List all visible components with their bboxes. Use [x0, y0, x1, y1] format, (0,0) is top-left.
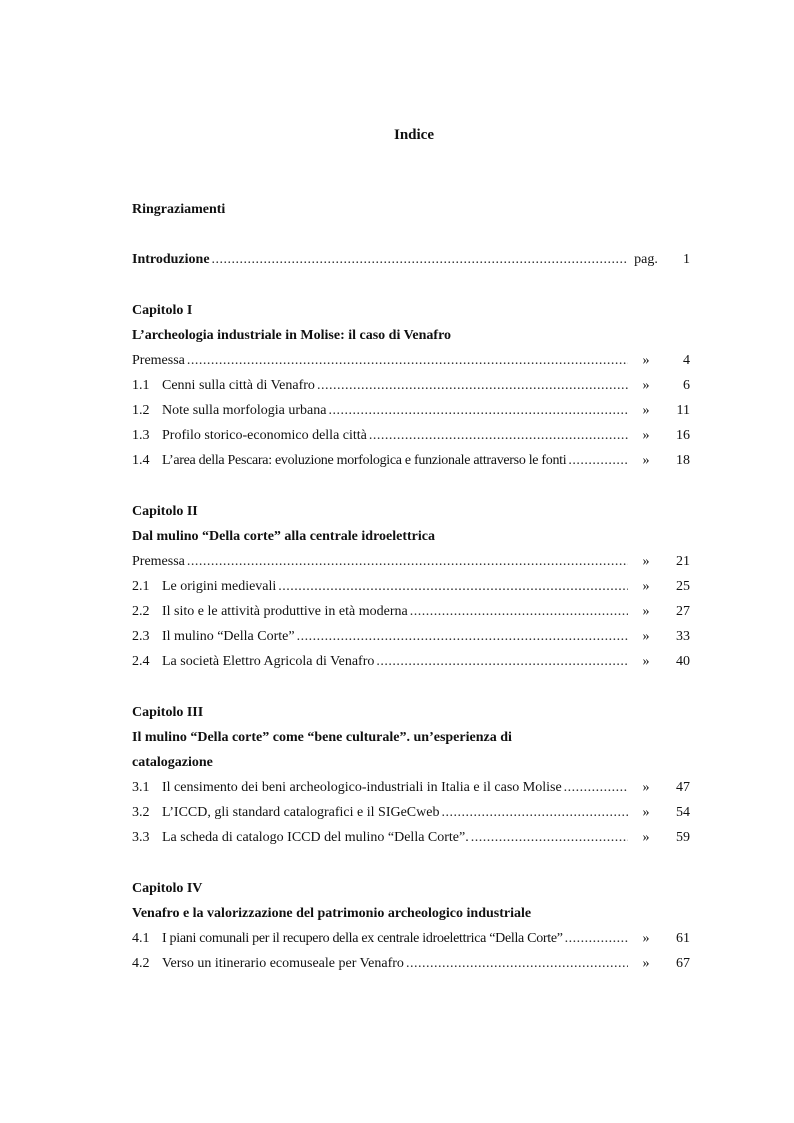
chapter-label: Capitolo IV: [132, 881, 203, 896]
page-number: 11: [676, 403, 690, 418]
toc-entry[interactable]: [132, 552, 690, 577]
chapter-1: [132, 301, 690, 476]
toc-entry-text: Cenni sulla città di Venafro: [162, 378, 315, 393]
page-title: Indice: [393, 127, 434, 143]
page-number: 25: [676, 579, 690, 594]
toc-entry[interactable]: [132, 577, 690, 602]
toc-entry-text: Premessa: [132, 353, 185, 368]
toc-entry-text: Premessa: [132, 554, 185, 569]
chapter-4: [132, 879, 690, 979]
dot-leader: [317, 376, 628, 396]
section-number: 1.1: [132, 378, 150, 393]
toc-entry[interactable]: [132, 929, 690, 954]
section-number: 3.2: [132, 805, 150, 820]
page-marker: »: [642, 931, 650, 946]
toc-entry[interactable]: [132, 778, 690, 803]
page-marker: »: [642, 629, 650, 644]
section-number: 2.1: [132, 579, 150, 594]
page-marker: »: [642, 403, 650, 418]
section-number: 4.2: [132, 956, 150, 971]
chapter-label: Capitolo II: [132, 504, 198, 519]
page-marker: »: [642, 780, 650, 795]
dot-leader: [328, 401, 628, 421]
chapter-title: Venafro e la valorizzazione del patrimonio archeologico industriale: [132, 906, 532, 921]
page-number: 4: [683, 353, 690, 368]
dot-leader: [564, 778, 628, 798]
toc-entry-text: L’ICCD, gli standard catalografici e il SIGeCweb: [162, 805, 440, 820]
page-number: 6: [683, 378, 690, 393]
page-number: 18: [676, 453, 690, 468]
chapter-title: L’archeologia industriale in Molise: il caso di Venafro: [132, 328, 452, 343]
chapter-label: Capitolo I: [132, 303, 193, 318]
section-number: 1.4: [132, 453, 150, 468]
dot-leader: [187, 552, 628, 572]
section-number: 2.4: [132, 654, 150, 669]
page-marker: »: [642, 830, 650, 845]
spacer: [132, 225, 690, 250]
toc-entry-introduction[interactable]: [132, 250, 690, 275]
page-number: 16: [676, 428, 690, 443]
section-number: 2.3: [132, 629, 150, 644]
page-marker: »: [642, 428, 650, 443]
dot-leader: [471, 828, 628, 848]
toc-entry[interactable]: [132, 401, 690, 426]
page-marker: »: [642, 956, 650, 971]
chapter-3: [132, 703, 690, 853]
page-marker: »: [642, 604, 650, 619]
section-number: 3.3: [132, 830, 150, 845]
page-marker: »: [642, 378, 650, 393]
page-number: 1: [683, 252, 690, 267]
toc-entry[interactable]: [132, 602, 690, 627]
toc-entry-text: La scheda di catalogo ICCD del mulino “Della Corte”.: [162, 830, 469, 845]
toc-entry-text: Le origini medievali: [162, 579, 277, 594]
toc-entry-text: Introduzione: [132, 252, 210, 267]
dot-leader: [278, 577, 628, 597]
dot-leader: [297, 627, 628, 647]
dot-leader: [568, 451, 628, 471]
toc-entry-text: I piani comunali per il recupero della ex centrale idroelettrica “Della Corte”: [162, 931, 563, 946]
chapter-2: [132, 502, 690, 677]
toc-entry[interactable]: [132, 426, 690, 451]
acknowledgements-heading: Ringraziamenti: [132, 202, 226, 217]
page-number: 59: [676, 830, 690, 845]
section-number: 1.3: [132, 428, 150, 443]
dot-leader: [410, 602, 628, 622]
chapter-title: Il mulino “Della corte” come “bene culturale”. un’esperienza di: [132, 730, 512, 745]
chapter-title-continued: catalogazione: [132, 755, 213, 770]
table-of-contents: [132, 200, 690, 979]
toc-entry-text: Verso un itinerario ecomuseale per Venafro: [162, 956, 404, 971]
dot-leader: [441, 803, 628, 823]
section-number: 3.1: [132, 780, 150, 795]
dot-leader: [565, 929, 628, 949]
toc-entry-text: L’area della Pescara: evoluzione morfologica e funzionale attraverso le fonti: [162, 453, 567, 468]
section-number: 2.2: [132, 604, 150, 619]
page-marker: »: [642, 579, 650, 594]
page-number: 47: [676, 780, 690, 795]
toc-entry[interactable]: [132, 376, 690, 401]
toc-entry[interactable]: [132, 627, 690, 652]
page-marker: pag.: [634, 252, 658, 267]
toc-entry[interactable]: [132, 954, 690, 979]
page-marker: »: [642, 654, 650, 669]
page-number: 27: [676, 604, 690, 619]
toc-entry-text: Il mulino “Della Corte”: [162, 629, 295, 644]
toc-entry[interactable]: [132, 652, 690, 677]
toc-entry-text: La società Elettro Agricola di Venafro: [162, 654, 375, 669]
dot-leader: [187, 351, 628, 371]
section-number: 4.1: [132, 931, 150, 946]
dot-leader: [376, 652, 628, 672]
page-marker: »: [642, 353, 650, 368]
toc-entry[interactable]: [132, 451, 690, 476]
page-number: 40: [676, 654, 690, 669]
toc-entry[interactable]: [132, 828, 690, 853]
dot-leader: [406, 954, 628, 974]
toc-entry-text: Il sito e le attività produttive in età moderna: [162, 604, 408, 619]
toc-entry[interactable]: [132, 803, 690, 828]
page-marker: »: [642, 453, 650, 468]
page-number: 21: [676, 554, 690, 569]
toc-entry-text: Note sulla morfologia urbana: [162, 403, 327, 418]
chapter-label: Capitolo III: [132, 705, 204, 720]
dot-leader: [212, 250, 628, 270]
page-number: 67: [676, 956, 690, 971]
page-number: 54: [676, 805, 690, 820]
toc-entry[interactable]: [132, 351, 690, 376]
page-marker: »: [642, 554, 650, 569]
page-number: 61: [676, 931, 690, 946]
page-number: 33: [676, 629, 690, 644]
toc-entry-text: Il censimento dei beni archeologico-industriali in Italia e il caso Molise: [162, 780, 562, 795]
toc-entry-text: Profilo storico-economico della città: [162, 428, 367, 443]
section-number: 1.2: [132, 403, 150, 418]
dot-leader: [369, 426, 628, 446]
chapter-title: Dal mulino “Della corte” alla centrale idroelettrica: [132, 529, 435, 544]
page-marker: »: [642, 805, 650, 820]
